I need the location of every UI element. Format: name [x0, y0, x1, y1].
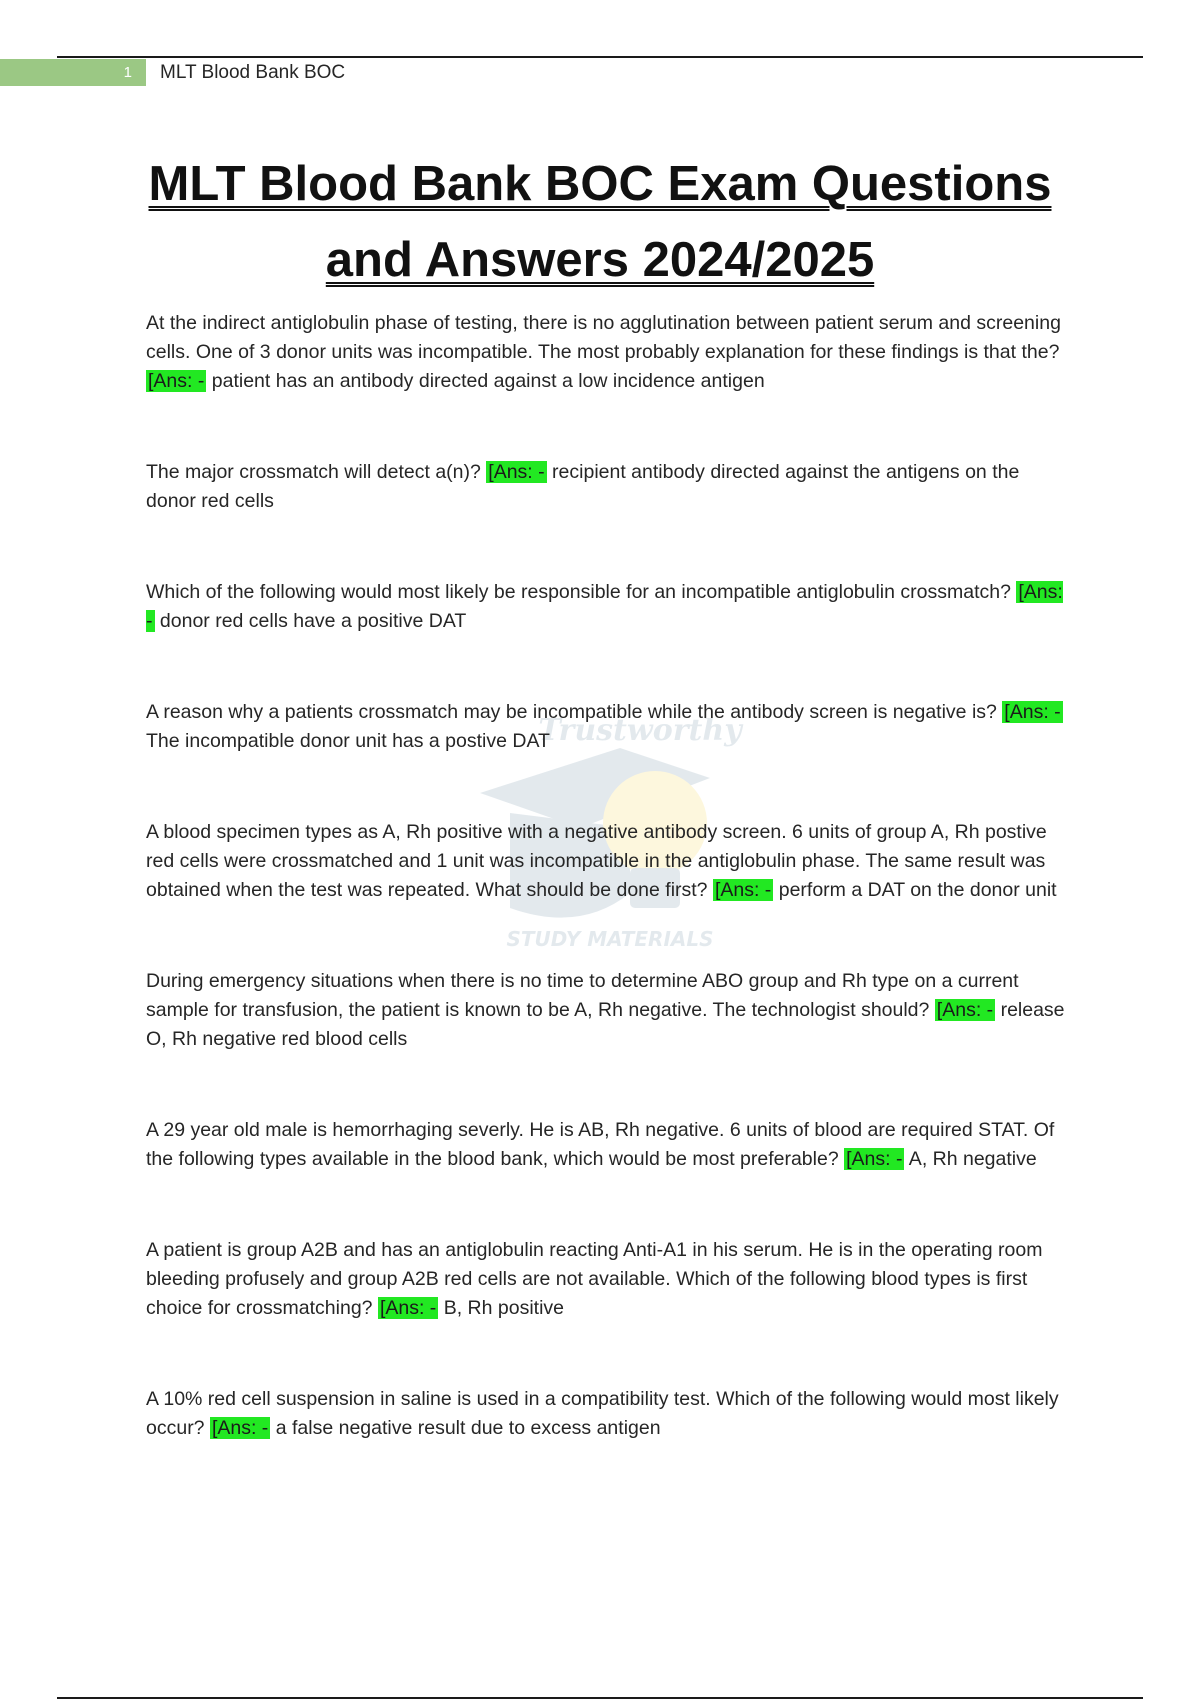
page-number-badge: [0, 59, 146, 86]
question-text: Which of the following would most likely be responsible for an incompatible antiglobulin crossmatch?: [146, 581, 1017, 603]
answer-marker: [Ans: -: [1004, 701, 1061, 723]
answer-text: The incompatible donor unit has a postive DAT: [146, 730, 550, 752]
document-title: [100, 146, 1100, 298]
answer-marker: [Ans: -: [714, 879, 772, 901]
answer-marker: [Ans: -: [379, 1297, 437, 1319]
answer-marker: [Ans: -: [846, 1148, 903, 1170]
watermark-subtext: STUDY MATERIALS: [506, 927, 714, 951]
qa-item: [146, 1116, 1066, 1174]
answer-text: perform a DAT on the donor unit: [773, 879, 1057, 901]
qa-item: [146, 1236, 1066, 1323]
answer-text: a false negative result due to excess antigen: [270, 1417, 661, 1439]
question-text: A patient is group A2B and has an antiglobulin reacting Anti-A1 in his serum. He is in the operating room bleeding profusely and group A2B red cells are not available. Which of the following blood types is first choice for crossmatching?: [146, 1239, 1043, 1319]
answer-text: donor red cells have a positive DAT: [154, 610, 467, 632]
answer-text: B, Rh positive: [438, 1297, 565, 1319]
qa-list: [146, 309, 1066, 1505]
answer-text: A, Rh negative: [904, 1148, 1037, 1170]
answer-text: recipient antibody directed against the antigens on the donor red cells: [146, 461, 1020, 512]
qa-item: [146, 1385, 1066, 1443]
question-text: A blood specimen types as A, Rh positive with a negative antibody screen. 6 units of group A, Rh postive red cells were crossmatched and 1 unit was incompatible in the antiglobulin phase. The same result was obtained when the test was repeated. What should be done first?: [146, 821, 1047, 901]
header-rule: [57, 56, 1143, 58]
footer-rule: [57, 1697, 1143, 1699]
answer-text: release O, Rh negative red blood cells: [146, 999, 1065, 1050]
answer-marker: [Ans: -: [148, 370, 205, 392]
qa-item: [146, 309, 1066, 396]
question-text: During emergency situations when there is no time to determine ABO group and Rh type on a current sample for transfusion, the patient is known to be A, Rh negative. The technologist should?: [146, 970, 1019, 1021]
qa-item: [146, 578, 1066, 636]
document-title-line2: and Answers 2024/2025: [325, 233, 875, 287]
answer-marker: [Ans: -: [146, 581, 1063, 632]
document-title-line1: MLT Blood Bank BOC Exam Questions: [148, 157, 1052, 211]
question-text: A 10% red cell suspension in saline is used in a compatibility test. Which of the following would most likely occur?: [146, 1388, 1059, 1439]
question-text: At the indirect antiglobulin phase of testing, there is no agglutination between patient serum and screening cells. One of 3 donor units was incompatible. The most probably explanation for these findings is that the?: [146, 312, 1061, 363]
qa-item: [146, 458, 1066, 516]
answer-text: patient has an antibody directed against a low incidence antigen: [206, 370, 765, 392]
qa-item: [146, 818, 1066, 905]
question-text: A 29 year old male is hemorrhaging severly. He is AB, Rh negative. 6 units of blood are required STAT. Of the following types available in the blood bank, which would be most preferable?: [146, 1119, 1055, 1170]
watermark-text: Trustworthy: [538, 718, 742, 748]
page-number: 1: [123, 64, 132, 81]
question-text: The major crossmatch will detect a(n)?: [146, 461, 487, 483]
header-title: MLT Blood Bank BOC: [160, 61, 346, 83]
page-header: [0, 59, 345, 86]
answer-marker: [Ans: -: [488, 461, 545, 483]
answer-marker: [Ans: -: [936, 999, 994, 1021]
qa-item: [146, 698, 1066, 756]
answer-marker: [Ans: -: [211, 1417, 269, 1439]
qa-item: [146, 967, 1066, 1054]
question-text: A reason why a patients crossmatch may be incompatible while the antibody screen is negative is?: [146, 701, 1003, 723]
